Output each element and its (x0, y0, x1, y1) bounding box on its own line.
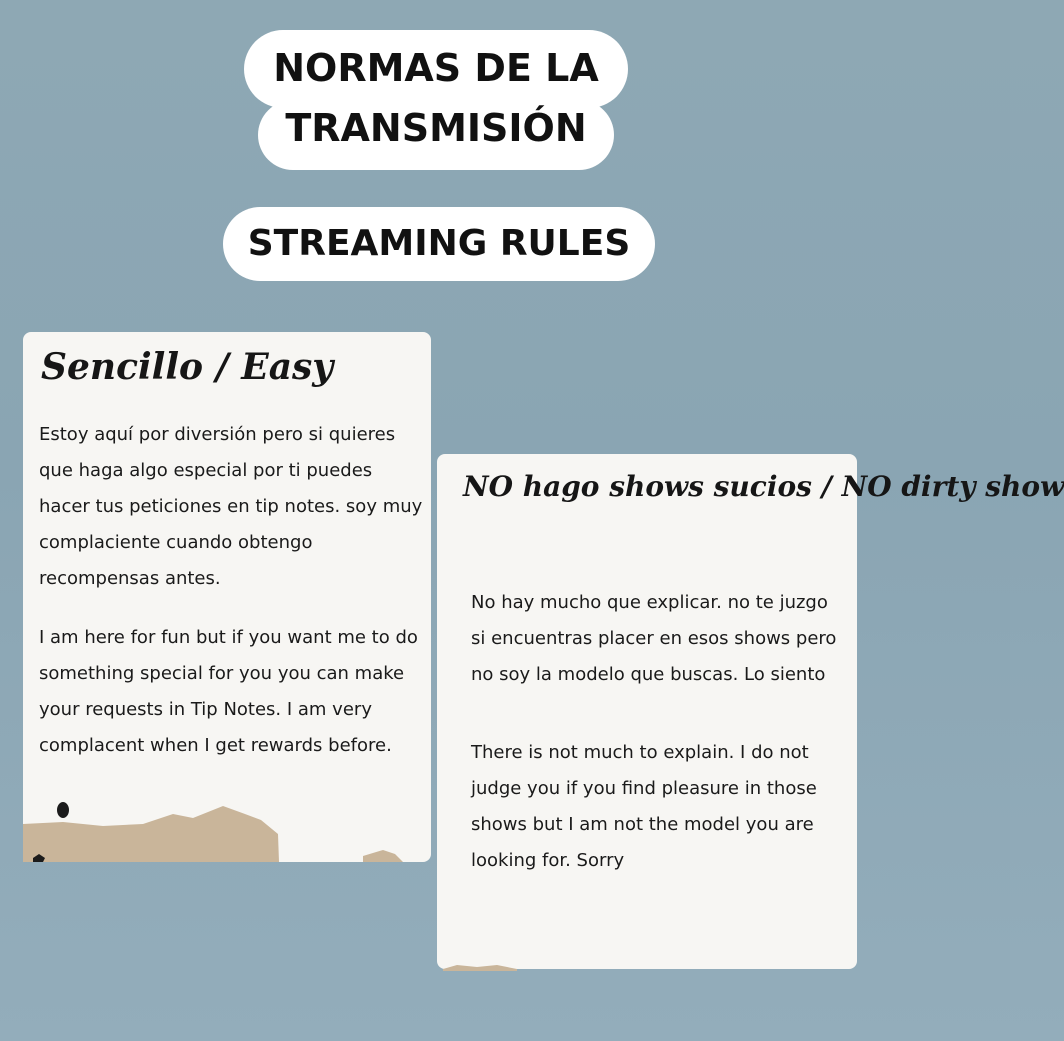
paper-stain (23, 784, 431, 864)
rule-card-no-dirty-show (437, 454, 1064, 969)
title-en: STREAMING RULES (247, 223, 631, 264)
rule-text-es: No hay mucho que explicar. no te juzgo si encuentras placer en esos shows pero no soy la modelo que buscas. Lo siento (471, 592, 837, 685)
card-title-easy: Sencillo / Easy (41, 346, 334, 388)
title-es-line1: NORMAS DE LA (273, 46, 599, 90)
title-es-line2: TRANSMISIÓN (285, 106, 587, 150)
title-es-line1-pill (244, 30, 628, 108)
rule-text-es: Estoy aquí por diversión pero si quieres que haga algo especial por ti puedes hacer tus peticiones en tip notes. soy muy complaciente cuando obtengo recompensas antes. (39, 424, 423, 589)
title-es-line2-pill (258, 100, 614, 170)
paper-stain (437, 959, 557, 971)
rule-card-easy (23, 332, 431, 862)
rule-text-en: I am here for fun but if you want me to do something special for you you can make your requests in Tip Notes. I am very complacent when I get rewards before. (39, 627, 418, 756)
card-title-no-dirty-show: NO hago shows sucios / NO dirty show (463, 470, 1064, 503)
title-en-pill (223, 207, 655, 281)
rule-text-en: There is not much to explain. I do not judge you if you find pleasure in those shows but I am not the model you are looking for. Sorry (471, 742, 817, 871)
